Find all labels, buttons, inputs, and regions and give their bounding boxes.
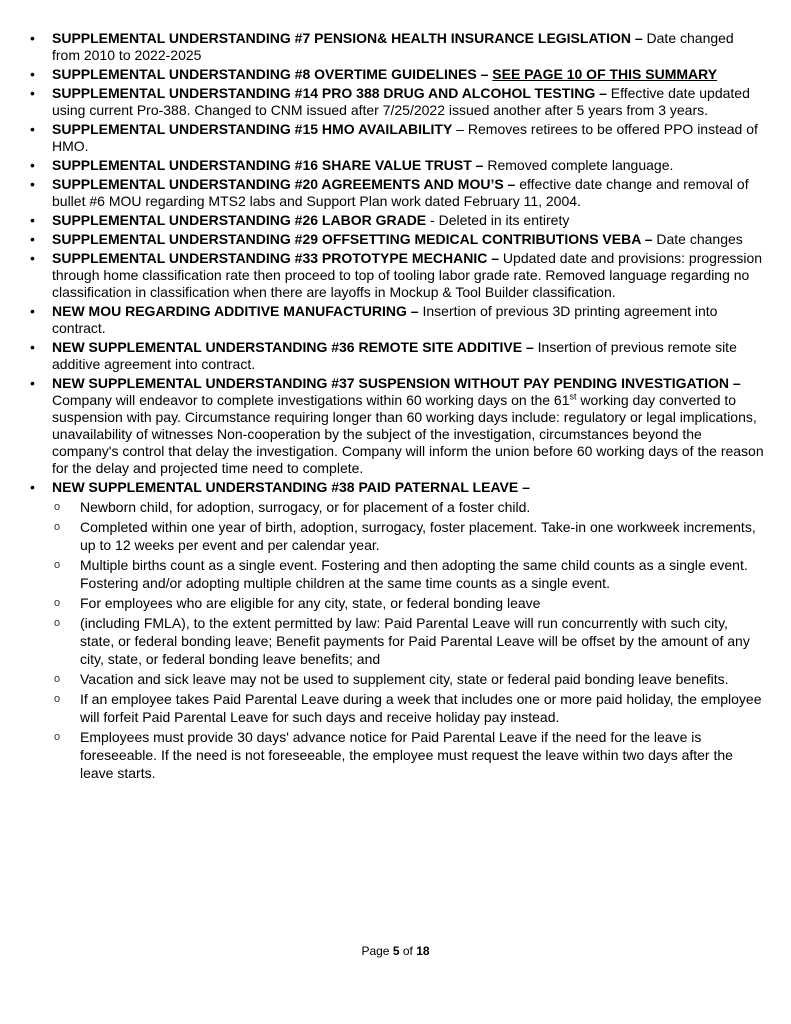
sub-list-item: o Completed within one year of birth, adoption, surrogacy, foster placement. Take-in one workweek increments, up to 12 weeks per event and per calendar year.	[52, 518, 765, 554]
list-item	[30, 303, 765, 337]
list-item	[30, 479, 765, 782]
item-text: Date changes	[652, 231, 743, 247]
sub-list-item: o If an employee takes Paid Parental Leave during a week that includes one or more paid holiday, the employee will forfeit Paid Parental Leave for such days and receive holiday pay instead.	[52, 690, 765, 726]
item-heading: SUPPLEMENTAL UNDERSTANDING #7 PENSION& HEALTH INSURANCE LEGISLATION –	[52, 30, 643, 46]
item-text: effective date change and removal of bullet #6 MOU regarding MTS2 labs and Support Plan work dated February 11, 2004.	[52, 176, 749, 209]
item-heading: SUPPLEMENTAL UNDERSTANDING #8 OVERTIME GUIDELINES –	[52, 66, 493, 82]
item-heading: NEW SUPPLEMENTAL UNDERSTANDING #37 SUSPENSION WITHOUT PAY PENDING INVESTIGATION –	[52, 375, 741, 391]
item-text: Updated date and provisions: progression through home classification rate then proceed to top of tooling labor grade rate. Removed language regarding no classification in classification when there are layoffs in Mockup & Tool Builder classification.	[52, 250, 763, 300]
item-text: Removed complete language.	[483, 157, 674, 173]
item-heading: SUPPLEMENTAL UNDERSTANDING #20 AGREEMENTS AND MOU’S –	[52, 176, 516, 192]
item-text: Effective date updated using current Pro-388. Changed to CNM issued after 7/25/2022 issued another after 5 years from 3 years.	[52, 85, 750, 118]
sub-list-item: o Employees must provide 30 days' advance notice for Paid Parental Leave if the need for the leave is foreseeable. If the need is not foreseeable, the employee must request the leave within two days after the leave starts.	[52, 728, 765, 782]
page-footer	[0, 944, 791, 958]
item-heading: SUPPLEMENTAL UNDERSTANDING #14 PRO 388 DRUG AND ALCOHOL TESTING –	[52, 85, 607, 101]
list-item	[30, 231, 765, 248]
item-heading: SUPPLEMENTAL UNDERSTANDING #16 SHARE VALUE TRUST –	[52, 157, 484, 173]
item-text: Insertion of previous remote site additive agreement into contract.	[52, 339, 737, 372]
item-heading: SUPPLEMENTAL UNDERSTANDING #26 LABOR GRADE	[52, 212, 427, 228]
item-text: Company will endeavor to complete investigations within 60 working days on the 61	[52, 392, 570, 408]
list-item	[30, 212, 765, 229]
list-item	[30, 157, 765, 174]
total-page-count: 18	[416, 944, 430, 958]
list-item	[30, 250, 765, 301]
sub-list-item: o For employees who are eligible for any city, state, or federal bonding leave	[52, 594, 765, 612]
page-of-label: of	[399, 944, 417, 958]
current-page-number: 5	[392, 944, 400, 958]
item-heading: SUPPLEMENTAL UNDERSTANDING #33 PROTOTYPE MECHANIC –	[52, 250, 500, 266]
item-heading: SUPPLEMENTAL UNDERSTANDING #15 HMO AVAILABILITY	[52, 121, 453, 137]
list-item	[30, 339, 765, 373]
list-item	[30, 121, 765, 155]
item-heading: NEW SUPPLEMENTAL UNDERSTANDING #38 PAID PATERNAL LEAVE –	[52, 479, 530, 495]
item-text: – Removes retirees to be offered PPO instead of HMO.	[52, 121, 758, 154]
item-heading: NEW MOU REGARDING ADDITIVE MANUFACTURING –	[52, 303, 419, 319]
item-text: - Deleted in its entirety	[426, 212, 570, 228]
sub-list-item: o Multiple births count as a single event. Fostering and then adopting the same child counts as a single event. Fostering and/or adopting multiple children at the same time counts as a single event.	[52, 556, 765, 592]
summary-list	[30, 30, 765, 782]
sub-list-item: o (including FMLA), to the extent permitted by law: Paid Parental Leave will run concurrently with such city, state, or federal bonding leave; Benefit payments for Paid Parental Leave will be offset by the amount of any city, state, or federal bonding leave benefits; and	[52, 614, 765, 668]
paternal-leave-sublist	[52, 498, 765, 782]
list-item	[30, 85, 765, 119]
item-heading: NEW SUPPLEMENTAL UNDERSTANDING #36 REMOTE SITE ADDITIVE –	[52, 339, 534, 355]
page-reference-link[interactable]: SEE PAGE 10 OF THIS SUMMARY	[492, 66, 718, 82]
page-label: Page	[361, 944, 393, 958]
sub-list-item: o Newborn child, for adoption, surrogacy, or for placement of a foster child.	[52, 498, 765, 516]
item-text: working day converted to suspension with pay. Circumstance requiring longer than 60 working days include: regulatory or legal implications, unavailability of witnesses Non-cooperation by the subject of the investigation, circumstances beyond the company's control that delay the investigation. Company will inform the union before 60 working days of the reason for the delay and projected time need to complete.	[52, 392, 764, 476]
item-text: Insertion of previous 3D printing agreement into contract.	[52, 303, 718, 336]
item-heading: SUPPLEMENTAL UNDERSTANDING #29 OFFSETTING MEDICAL CONTRIBUTIONS VEBA –	[52, 231, 653, 247]
sub-list-item: o Vacation and sick leave may not be used to supplement city, state or federal paid bonding leave benefits.	[52, 670, 765, 688]
ordinal-suffix: st	[569, 391, 577, 402]
list-item	[30, 66, 765, 83]
document-body	[30, 30, 765, 784]
list-item	[30, 176, 765, 210]
item-text: Date changed from 2010 to 2022-2025	[52, 30, 734, 63]
list-item	[30, 375, 765, 477]
list-item	[30, 30, 765, 64]
